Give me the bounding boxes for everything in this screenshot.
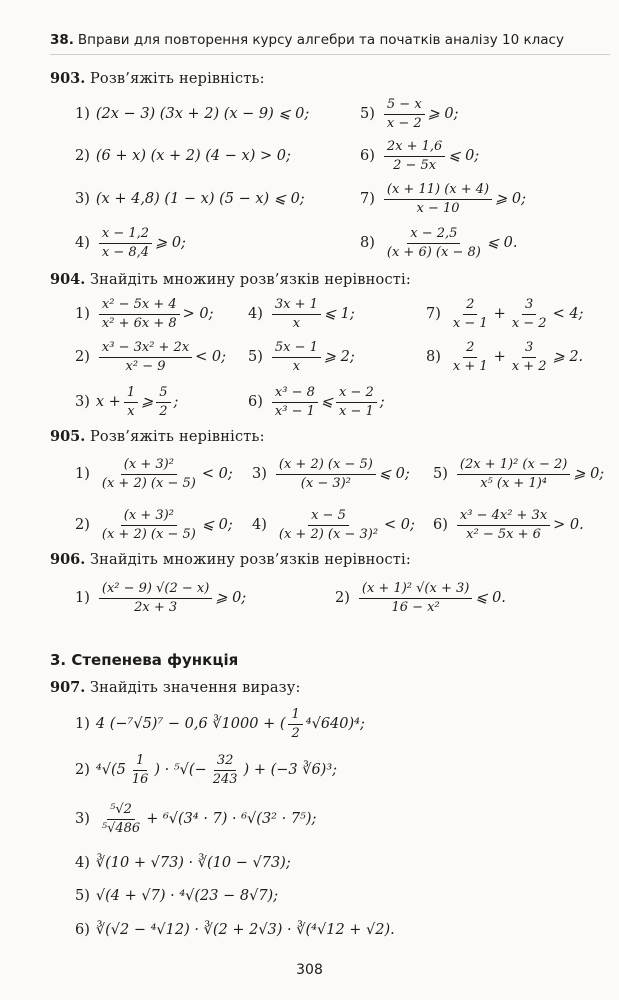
task-905-item-5	[433, 452, 604, 496]
item-number: 4)	[75, 855, 90, 871]
task-907-item-2	[75, 748, 337, 792]
numerator: 1	[133, 753, 147, 771]
operator: +	[493, 349, 506, 365]
task-904-item-6	[248, 380, 385, 424]
item-number: 4)	[248, 306, 263, 322]
task-905-item-2	[75, 503, 233, 547]
task-903-heading	[50, 70, 265, 87]
task-number: 904.	[50, 271, 86, 288]
task-907-item-3	[75, 797, 316, 841]
expression: (x + 4,8) (1 − x) (5 − x) ⩽ 0;	[95, 191, 305, 207]
expression: ∛(10 + √73) · ∛(10 − √73);	[95, 855, 291, 871]
relation: < 0;	[384, 517, 415, 533]
item-number: 3)	[75, 394, 90, 410]
denominator: 2	[159, 403, 168, 419]
denominator: x − 2	[386, 115, 422, 131]
task-number: 905.	[50, 428, 86, 445]
task-903-item-6	[360, 134, 479, 178]
fraction	[384, 182, 492, 216]
task-903-item-8	[360, 221, 517, 265]
numerator: 5 − x	[384, 97, 425, 115]
denominator: x − 10	[416, 200, 460, 216]
expression: (6 + x) (x + 2) (4 − x) > 0;	[95, 148, 291, 164]
item-number: 1)	[75, 590, 90, 606]
fraction	[288, 707, 302, 741]
fraction	[156, 385, 170, 419]
relation: < 4;	[552, 306, 584, 322]
relation: ⩾ 0;	[427, 106, 459, 122]
task-title: Знайдіть множину розв’язків нерівності:	[89, 272, 411, 288]
denominator: x	[292, 315, 301, 331]
item-number: 3)	[252, 466, 267, 482]
fraction	[129, 753, 152, 787]
numerator: 2x + 1,6	[384, 139, 445, 157]
task-905-item-1	[75, 452, 233, 496]
relation: ⩽ 0.	[475, 590, 506, 606]
expression: 4 (−⁷√5)⁷ − 0,6 ∛1000 + (	[95, 716, 286, 732]
numerator: 5	[156, 385, 170, 403]
denominator: x − 1	[339, 403, 374, 419]
numerator: (x + 2) (x − 5)	[276, 457, 376, 475]
relation: ⩾ 2.	[552, 349, 584, 365]
fraction	[210, 753, 241, 787]
denominator: x − 2	[511, 315, 547, 331]
denominator: x² − 5x + 6	[466, 526, 541, 542]
expression: ⁴√(5	[95, 762, 126, 778]
relation: ⩽ 0;	[448, 148, 480, 164]
task-903-item-7	[360, 177, 526, 221]
item-number: 7)	[360, 191, 375, 207]
denominator: x	[292, 358, 301, 374]
numerator: x² − 5x + 4	[99, 297, 180, 315]
task-907-heading	[50, 679, 301, 696]
numerator: (2x + 1)² (x − 2)	[457, 457, 570, 475]
page-number: 308	[296, 962, 323, 978]
item-number: 2)	[75, 148, 90, 164]
item-number: 5)	[360, 106, 375, 122]
task-number: 906.	[50, 551, 86, 568]
fraction	[509, 340, 550, 374]
relation: ⩾ 0;	[155, 235, 186, 251]
item-number: 1)	[75, 306, 90, 322]
fraction	[276, 457, 376, 491]
numerator: x³ − 8	[272, 385, 318, 403]
denominator: 16	[131, 771, 149, 787]
item-number: 4)	[75, 235, 90, 251]
fraction	[384, 97, 425, 131]
numerator: (x + 11) (x + 4)	[384, 182, 492, 200]
expression: ∛(√2 − ⁴√12) · ∛(2 + 2√3) · ∛(⁴√12 + √2).	[95, 922, 395, 938]
task-title: Знайдіть значення виразу:	[89, 680, 301, 696]
relation: < 0;	[201, 466, 233, 482]
relation: ⩽ 1;	[323, 306, 355, 322]
task-906-heading	[50, 551, 411, 568]
numerator: x − 2	[336, 385, 377, 403]
item-number: 4)	[252, 517, 267, 533]
task-904-item-7	[426, 292, 583, 336]
relation: ⩾ 0;	[215, 590, 247, 606]
item-number: 5)	[248, 349, 263, 365]
relation: ⩽ 0;	[201, 517, 233, 533]
task-907-item-1	[75, 702, 365, 746]
task-906-item-2	[335, 576, 506, 620]
denominator: x − 8,4	[101, 244, 150, 260]
task-title: Розв’яжіть нерівність:	[89, 71, 265, 87]
numerator: (x + 3)²	[121, 508, 177, 526]
task-905-item-4	[252, 503, 415, 547]
relation: ⩽ 0.	[486, 235, 518, 251]
fraction	[276, 508, 381, 542]
fraction	[124, 385, 138, 419]
denominator: 2x + 3	[134, 599, 178, 615]
task-number: 903.	[50, 70, 86, 87]
item-number: 6)	[433, 517, 448, 533]
denominator: x² + 6x + 8	[101, 315, 177, 331]
item-number: 6)	[360, 148, 375, 164]
numerator: x − 2,5	[407, 226, 460, 244]
denominator: 2	[291, 725, 300, 741]
fraction	[99, 802, 143, 836]
item-number: 5)	[75, 888, 90, 904]
fraction	[272, 385, 318, 419]
expression: (2x − 3) (3x + 2) (x − 9) ⩽ 0;	[95, 106, 310, 122]
item-number: 7)	[426, 306, 441, 322]
task-907-item-6	[75, 908, 395, 952]
relation: ⩾ 0;	[573, 466, 605, 482]
relation: > 0;	[182, 306, 214, 322]
item-number: 6)	[75, 922, 90, 938]
item-number: 3)	[75, 811, 90, 827]
fraction	[99, 226, 152, 260]
task-904-item-2	[75, 335, 226, 379]
numerator: 3x + 1	[272, 297, 321, 315]
numerator: 1	[288, 707, 302, 725]
numerator: x − 1,2	[99, 226, 152, 244]
denominator: 16 − x²	[391, 599, 440, 615]
expression: √(4 + √7) · ⁴√(23 − 8√7);	[95, 888, 279, 904]
task-905-item-6	[433, 503, 584, 547]
task-title: Розв’яжіть нерівність:	[89, 429, 265, 445]
task-903-item-5	[360, 92, 459, 136]
relation: < 0;	[195, 349, 227, 365]
numerator: 2	[463, 297, 477, 315]
item-number: 8)	[360, 235, 375, 251]
task-title: Знайдіть множину розв’язків нерівності:	[89, 552, 411, 568]
fraction	[99, 581, 212, 615]
fraction	[359, 581, 472, 615]
denominator: x + 2	[511, 358, 547, 374]
expression: ) + (−3 ∛6)³;	[243, 762, 338, 778]
relation: ⩾ 0;	[495, 191, 526, 207]
denominator: 243	[212, 771, 238, 787]
numerator: 32	[214, 753, 237, 771]
item-number: 1)	[75, 466, 90, 482]
section-heading: 3. Степенева функція	[50, 651, 239, 669]
denominator: 2 − 5x	[393, 157, 437, 173]
task-903-item-3	[75, 177, 305, 221]
fraction	[272, 340, 321, 374]
numerator: 3	[522, 340, 536, 358]
fraction	[450, 340, 491, 374]
denominator: (x + 6) (x − 8)	[386, 244, 481, 260]
expression: x +	[95, 394, 121, 410]
denominator: (x + 2) (x − 5)	[101, 526, 196, 542]
fraction	[336, 385, 377, 419]
denominator: ⁵√486	[101, 820, 141, 836]
numerator: (x + 3)²	[121, 457, 177, 475]
item-number: 3)	[75, 191, 90, 207]
item-number: 5)	[433, 466, 448, 482]
item-number: 8)	[426, 349, 441, 365]
task-number: 907.	[50, 679, 86, 696]
expression: ) · ⁵√(−	[154, 762, 207, 778]
fraction	[99, 340, 192, 374]
task-906-item-1	[75, 576, 246, 620]
fraction	[384, 139, 445, 173]
relation: ⩽	[320, 394, 334, 410]
item-number: 1)	[75, 106, 90, 122]
punctuation: ;	[379, 394, 385, 410]
task-904-item-5	[248, 335, 355, 379]
numerator: 3	[522, 297, 536, 315]
denominator: (x + 2) (x − 3)²	[278, 526, 379, 542]
numerator: 5x − 1	[272, 340, 321, 358]
fraction	[384, 226, 484, 260]
expression: + ⁶√(3⁴ · 7) · ⁶√(3² · 7⁵);	[146, 811, 317, 827]
numerator: x³ − 3x² + 2x	[99, 340, 192, 358]
task-903-item-4	[75, 221, 186, 265]
fraction	[272, 297, 321, 331]
expression: ⁴√640)⁴;	[305, 716, 365, 732]
denominator: x² − 9	[125, 358, 166, 374]
item-number: 6)	[248, 394, 263, 410]
relation: > 0.	[553, 517, 584, 533]
fraction	[99, 457, 199, 491]
denominator: x + 1	[452, 358, 488, 374]
task-903-item-2	[75, 134, 291, 178]
numerator: x³ − 4x² + 3x	[457, 508, 550, 526]
denominator: x⁵ (x + 1)⁴	[480, 475, 547, 491]
denominator: x³ − 1	[274, 403, 315, 419]
task-905-item-3	[252, 452, 410, 496]
fraction	[509, 297, 550, 331]
task-904-item-4	[248, 292, 355, 336]
task-904-heading	[50, 271, 411, 288]
task-903-item-1	[75, 92, 309, 136]
numerator: 1	[124, 385, 138, 403]
relation: ⩽ 0;	[378, 466, 410, 482]
page-header	[50, 32, 610, 55]
task-905-heading	[50, 428, 265, 445]
fraction	[99, 508, 199, 542]
fraction	[99, 297, 180, 331]
item-number: 2)	[75, 349, 90, 365]
relation: ⩾ 2;	[323, 349, 355, 365]
task-904-item-1	[75, 292, 214, 336]
fraction	[450, 297, 491, 331]
numerator: ⁵√2	[107, 802, 135, 820]
denominator: x − 1	[452, 315, 488, 331]
denominator: x	[127, 403, 135, 419]
denominator: (x − 3)²	[300, 475, 351, 491]
relation: ⩾	[141, 394, 154, 410]
chapter-title: Вправи для повторення курсу алгебри та початків аналізу 10 класу	[77, 32, 564, 48]
item-number: 2)	[75, 762, 90, 778]
item-number: 2)	[75, 517, 90, 533]
item-number: 2)	[335, 590, 350, 606]
numerator: (x² − 9) √(2 − x)	[99, 581, 212, 599]
punctuation: ;	[173, 394, 179, 410]
task-904-item-8	[426, 335, 583, 379]
item-number: 1)	[75, 716, 90, 732]
fraction	[457, 457, 570, 491]
operator: +	[493, 306, 506, 322]
numerator: 2	[463, 340, 477, 358]
fraction	[457, 508, 550, 542]
denominator: (x + 2) (x − 5)	[101, 475, 196, 491]
task-904-item-3	[75, 380, 178, 424]
numerator: x − 5	[308, 508, 349, 526]
numerator: (x + 1)² √(x + 3)	[359, 581, 472, 599]
chapter-number: 38.	[50, 32, 74, 48]
